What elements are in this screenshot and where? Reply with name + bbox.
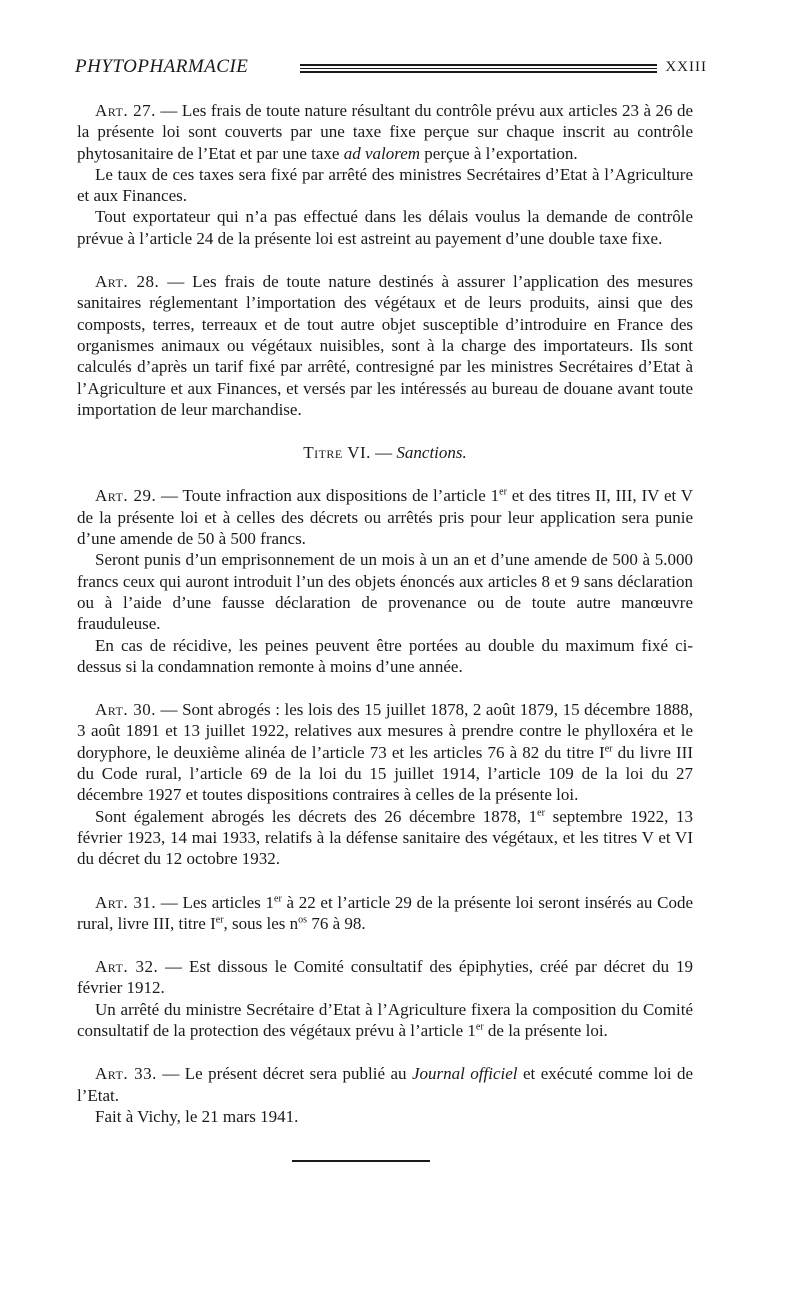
article-33-italic: Journal officiel (411, 1064, 518, 1084)
article-27-paragraph-2: Le taux de ces taxes sera fixé par arrêté des ministres Secrétaires d’Etat à l’Agriculture et aux Finances. (77, 164, 693, 206)
article-27-text-end: perçue à l’exportation. (420, 143, 578, 163)
article-30-p2-text-a: Sont également abrogés les décrets des 26 décembre 1878, 1 (95, 806, 538, 826)
article-31-text-d: 76 à 98. (307, 913, 366, 933)
article-32-p2-superscript: er (475, 1021, 484, 1033)
header-rule (300, 64, 657, 73)
page-header (75, 56, 707, 86)
article-29-superscript: er (499, 486, 507, 498)
article-27-paragraph-3: Tout exportateur qui n’a pas effectué dans les délais voulus la demande de contrôle prévue à l’article 24 de la présente loi est astreint au payement d’une double taxe fixe. (77, 207, 693, 248)
article-31-label: Art. 31. (95, 892, 157, 912)
article-28-paragraph-1 (77, 271, 693, 420)
article-31-text-c: , sous les n (223, 913, 299, 933)
article-29-label: Art. 29. (95, 486, 157, 506)
article-28-label: Art. 28. (95, 272, 160, 292)
article-33-label: Art. 33. (95, 1064, 157, 1084)
article-31-text-a: — Les articles 1 (156, 892, 274, 912)
article-32-label: Art. 32. (95, 957, 159, 977)
article-29-text-a: — Toute infraction aux dispositions de l’article 1 (156, 486, 500, 506)
section-title-dash: — (370, 443, 397, 463)
signature-line: Fait à Vichy, le 21 mars 1941. (95, 1106, 299, 1126)
spacer (77, 870, 693, 892)
article-32-paragraph-2 (77, 999, 693, 1042)
article-30-label: Art. 30. (95, 700, 156, 720)
article-29-paragraph-3: En cas de récidive, les peines peuvent être portées au double du maximum fixé ci-dessus si la condamnation remonte à moins d’une année. (77, 635, 693, 676)
article-30-p2-text-b: septembre 1922, 13 février 1923, 14 mai 1933, relatifs à la défense sanitaire des végétaux, et les titres V et VI du décret du 12 octobre 1932. (77, 806, 693, 869)
article-30-text-a: — Sont abrogés : les lois des 15 juillet 1878, 2 août 1879, 15 décembre 1888, 3 août 1891 et 13 juillet 1922, relatives aux mesures à prendre contre le phylloxéra et le doryphore, le deuxième alinéa de l’article 73 et les articles 76 à 82 du titre I (77, 700, 694, 762)
article-29-paragraph-2: Seront punis d’un emprisonnement de un mois à un an et d’une amende de 500 à 5.000 francs ceux qui auront introduit l’un des objets énoncés aux articles 8 et 9 sans déclaration ou à l’aide d’une fausse déclaration de provenance ou de toute autre manœuvre frauduleuse. (77, 550, 693, 634)
spacer (77, 249, 693, 271)
spacer (77, 463, 693, 485)
article-27-label: Art. 27. (95, 101, 156, 120)
section-title-name: Sanctions. (396, 443, 467, 463)
article-33-text-a: — Le présent décret sera publié au (156, 1064, 412, 1084)
running-title: PHYTOPHARMACIE (75, 56, 249, 77)
article-30-paragraph-2 (77, 806, 693, 870)
article-32-p2-text-a: Un arrêté du ministre Secrétaire d’Etat à l’Agriculture fixera la composition du Comité consultatif de la protection des végétaux prévu à l’article 1 (77, 999, 693, 1040)
section-title (77, 442, 693, 463)
closing-rule (292, 1160, 430, 1162)
article-33-paragraph-1 (77, 1063, 693, 1106)
article-28-text: — Les frais de toute nature destinés à assurer l’application des mesures sanitaires réglementant l’importation des végétaux et de leurs produits, ainsi que des composts, terres, terreaux et de tout autre objet susceptible d’introduire en France des organismes animaux ou végétaux nuisibles, sont à la charge des importateurs. Ils sont calculés d’après un tarif fixé par arrêté, contresigné par les ministres Secrétaires d’Etat à l’Agriculture et aux Finances, et versés par les intéressés au bureau de douane avant toute importation de leur marchandise. (77, 272, 694, 419)
spacer (77, 1041, 693, 1063)
article-27-text: — Les frais de toute nature résultant du contrôle prévu aux articles 23 à 26 de la présente loi sont couverts par une taxe fixe perçue sur chaque inscrit au contrôle phytosanitaire de l’Etat et par une taxe (77, 101, 693, 163)
article-31-superscript-2: er (215, 914, 224, 926)
article-30-paragraph-1 (77, 699, 693, 805)
article-31-superscript-1: er (274, 892, 282, 904)
article-32-paragraph-1 (77, 956, 693, 999)
document-body (77, 100, 693, 1127)
spacer (77, 677, 693, 699)
article-32-p2-text-b: de la présente loi. (483, 1020, 608, 1040)
article-30-text-b: du livre III du Code rural, l’article 69 de la loi du 15 juillet 1914, l’article 109 de la loi du 27 décembre 1927 et toutes dispositions contraires à celles de la présente loi. (77, 742, 694, 805)
article-29-text-b: et des titres II, III, IV et V de la présente loi et à celles des décrets ou arrêtés pris pour leur application sera punie d’une amende de 50 à 500 francs. (77, 486, 693, 549)
article-33-text-b: et exécuté comme loi de l’Etat. (77, 1064, 694, 1105)
article-31-paragraph-1 (77, 892, 693, 935)
article-31-superscript-3: os (298, 914, 308, 926)
spacer (77, 934, 693, 956)
article-30-superscript: er (604, 743, 613, 755)
page-number: XXIII (665, 59, 707, 75)
section-title-label: Titre VI. (303, 443, 371, 463)
article-32-text: — Est dissous le Comité consultatif des épiphyties, créé par décret du 19 février 1912. (77, 957, 694, 998)
article-31-text-b: à 22 et l’article 29 de la présente loi seront insérés au Code rural, livre III, titre I (77, 892, 694, 933)
article-29-paragraph-1 (77, 485, 693, 549)
article-30-p2-superscript: er (537, 806, 545, 818)
article-27-italic: ad valorem (343, 143, 421, 163)
article-27-paragraph-1 (77, 100, 693, 164)
spacer (77, 420, 693, 442)
